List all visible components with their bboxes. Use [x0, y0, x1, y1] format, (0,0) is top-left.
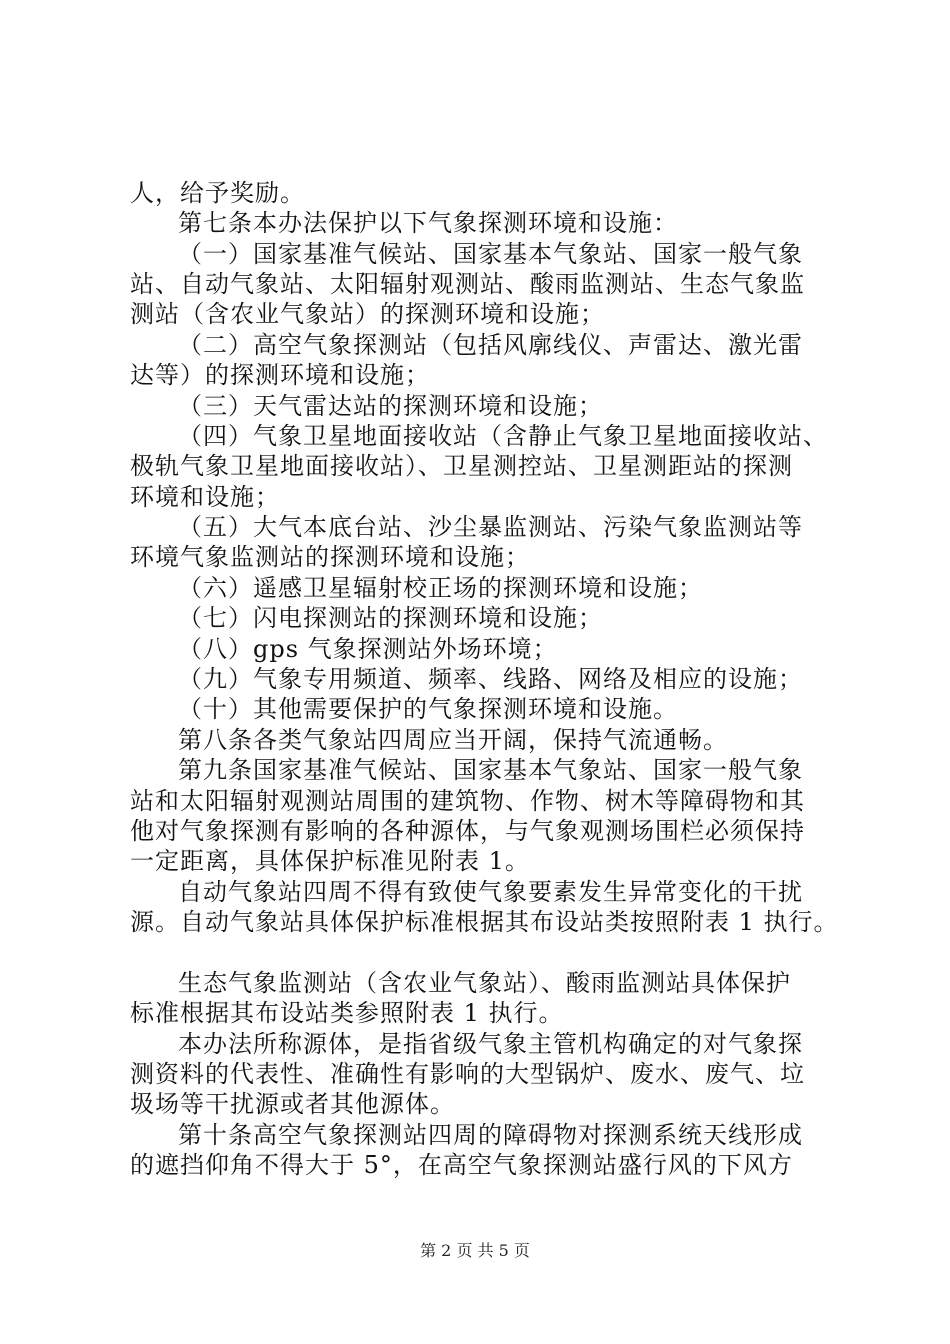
text-line: 环境和设施； [130, 483, 280, 511]
text-line: （一）国家基准气候站、国家基本气象站、国家一般气象 [178, 240, 803, 268]
text-line: （四）气象卫星地面接收站（含静止气象卫星地面接收站、 [178, 422, 828, 450]
text-line: 的遮挡仰角不得大于 5°，在高空气象探测站盛行风的下风方 [130, 1151, 793, 1179]
text-line: （五）大气本底台站、沙尘暴监测站、污染气象监测站等 [178, 513, 803, 541]
text-line: （六）遥感卫星辐射校正场的探测环境和设施； [178, 574, 703, 602]
text-line: 源。自动气象站具体保护标准根据其布设站类按照附表 1 执行。 [130, 908, 839, 936]
text-line: 圾场等干扰源或者其他源体。 [130, 1090, 455, 1118]
text-line: 一定距离，具体保护标准见附表 1。 [130, 847, 530, 875]
text-line: 人，给予奖励。 [130, 179, 305, 207]
text-line: 第七条本办法保护以下气象探测环境和设施： [178, 209, 678, 237]
text-line: 本办法所称源体，是指省级气象主管机构确定的对气象探 [178, 1030, 803, 1058]
text-line: （九）气象专用频道、频率、线路、网络及相应的设施； [178, 665, 803, 693]
text-line: （八）gps 气象探测站外场环境； [178, 635, 558, 663]
text-line: 测站（含农业气象站）的探测环境和设施； [130, 300, 605, 328]
text-line: 极轨气象卫星地面接收站）、卫星测控站、卫星测距站的探测 [130, 452, 793, 480]
text-line: 第十条高空气象探测站四周的障碍物对探测系统天线形成 [178, 1121, 803, 1149]
text-line: 站、自动气象站、太阳辐射观测站、酸雨监测站、生态气象监 [130, 270, 805, 298]
text-line: 环境气象监测站的探测环境和设施； [130, 543, 530, 571]
text-line: （七）闪电探测站的探测环境和设施； [178, 604, 603, 632]
page-number-footer: 第 2 页 共 5 页 [420, 1241, 530, 1260]
text-line: （三）天气雷达站的探测环境和设施； [178, 392, 603, 420]
text-line: 第八条各类气象站四周应当开阔，保持气流通畅。 [178, 726, 728, 754]
text-line: 测资料的代表性、准确性有影响的大型锅炉、废水、废气、垃 [130, 1060, 805, 1088]
text-line: （十）其他需要保护的气象探测环境和设施。 [178, 695, 678, 723]
text-line: 自动气象站四周不得有致使气象要素发生异常变化的干扰 [178, 878, 803, 906]
text-line: 站和太阳辐射观测站周围的建筑物、作物、树木等障碍物和其 [130, 787, 805, 815]
text-line: 生态气象监测站（含农业气象站）、酸雨监测站具体保护 [178, 969, 791, 997]
text-line: 他对气象探测有影响的各种源体，与气象观测场围栏必须保持 [130, 817, 805, 845]
text-line: 第九条国家基准气候站、国家基本气象站、国家一般气象 [178, 756, 803, 784]
text-line: （二）高空气象探测站（包括风廓线仪、声雷达、激光雷 [178, 331, 803, 359]
text-line: 达等）的探测环境和设施； [130, 361, 430, 389]
text-line: 标准根据其布设站类参照附表 1 执行。 [130, 999, 564, 1027]
